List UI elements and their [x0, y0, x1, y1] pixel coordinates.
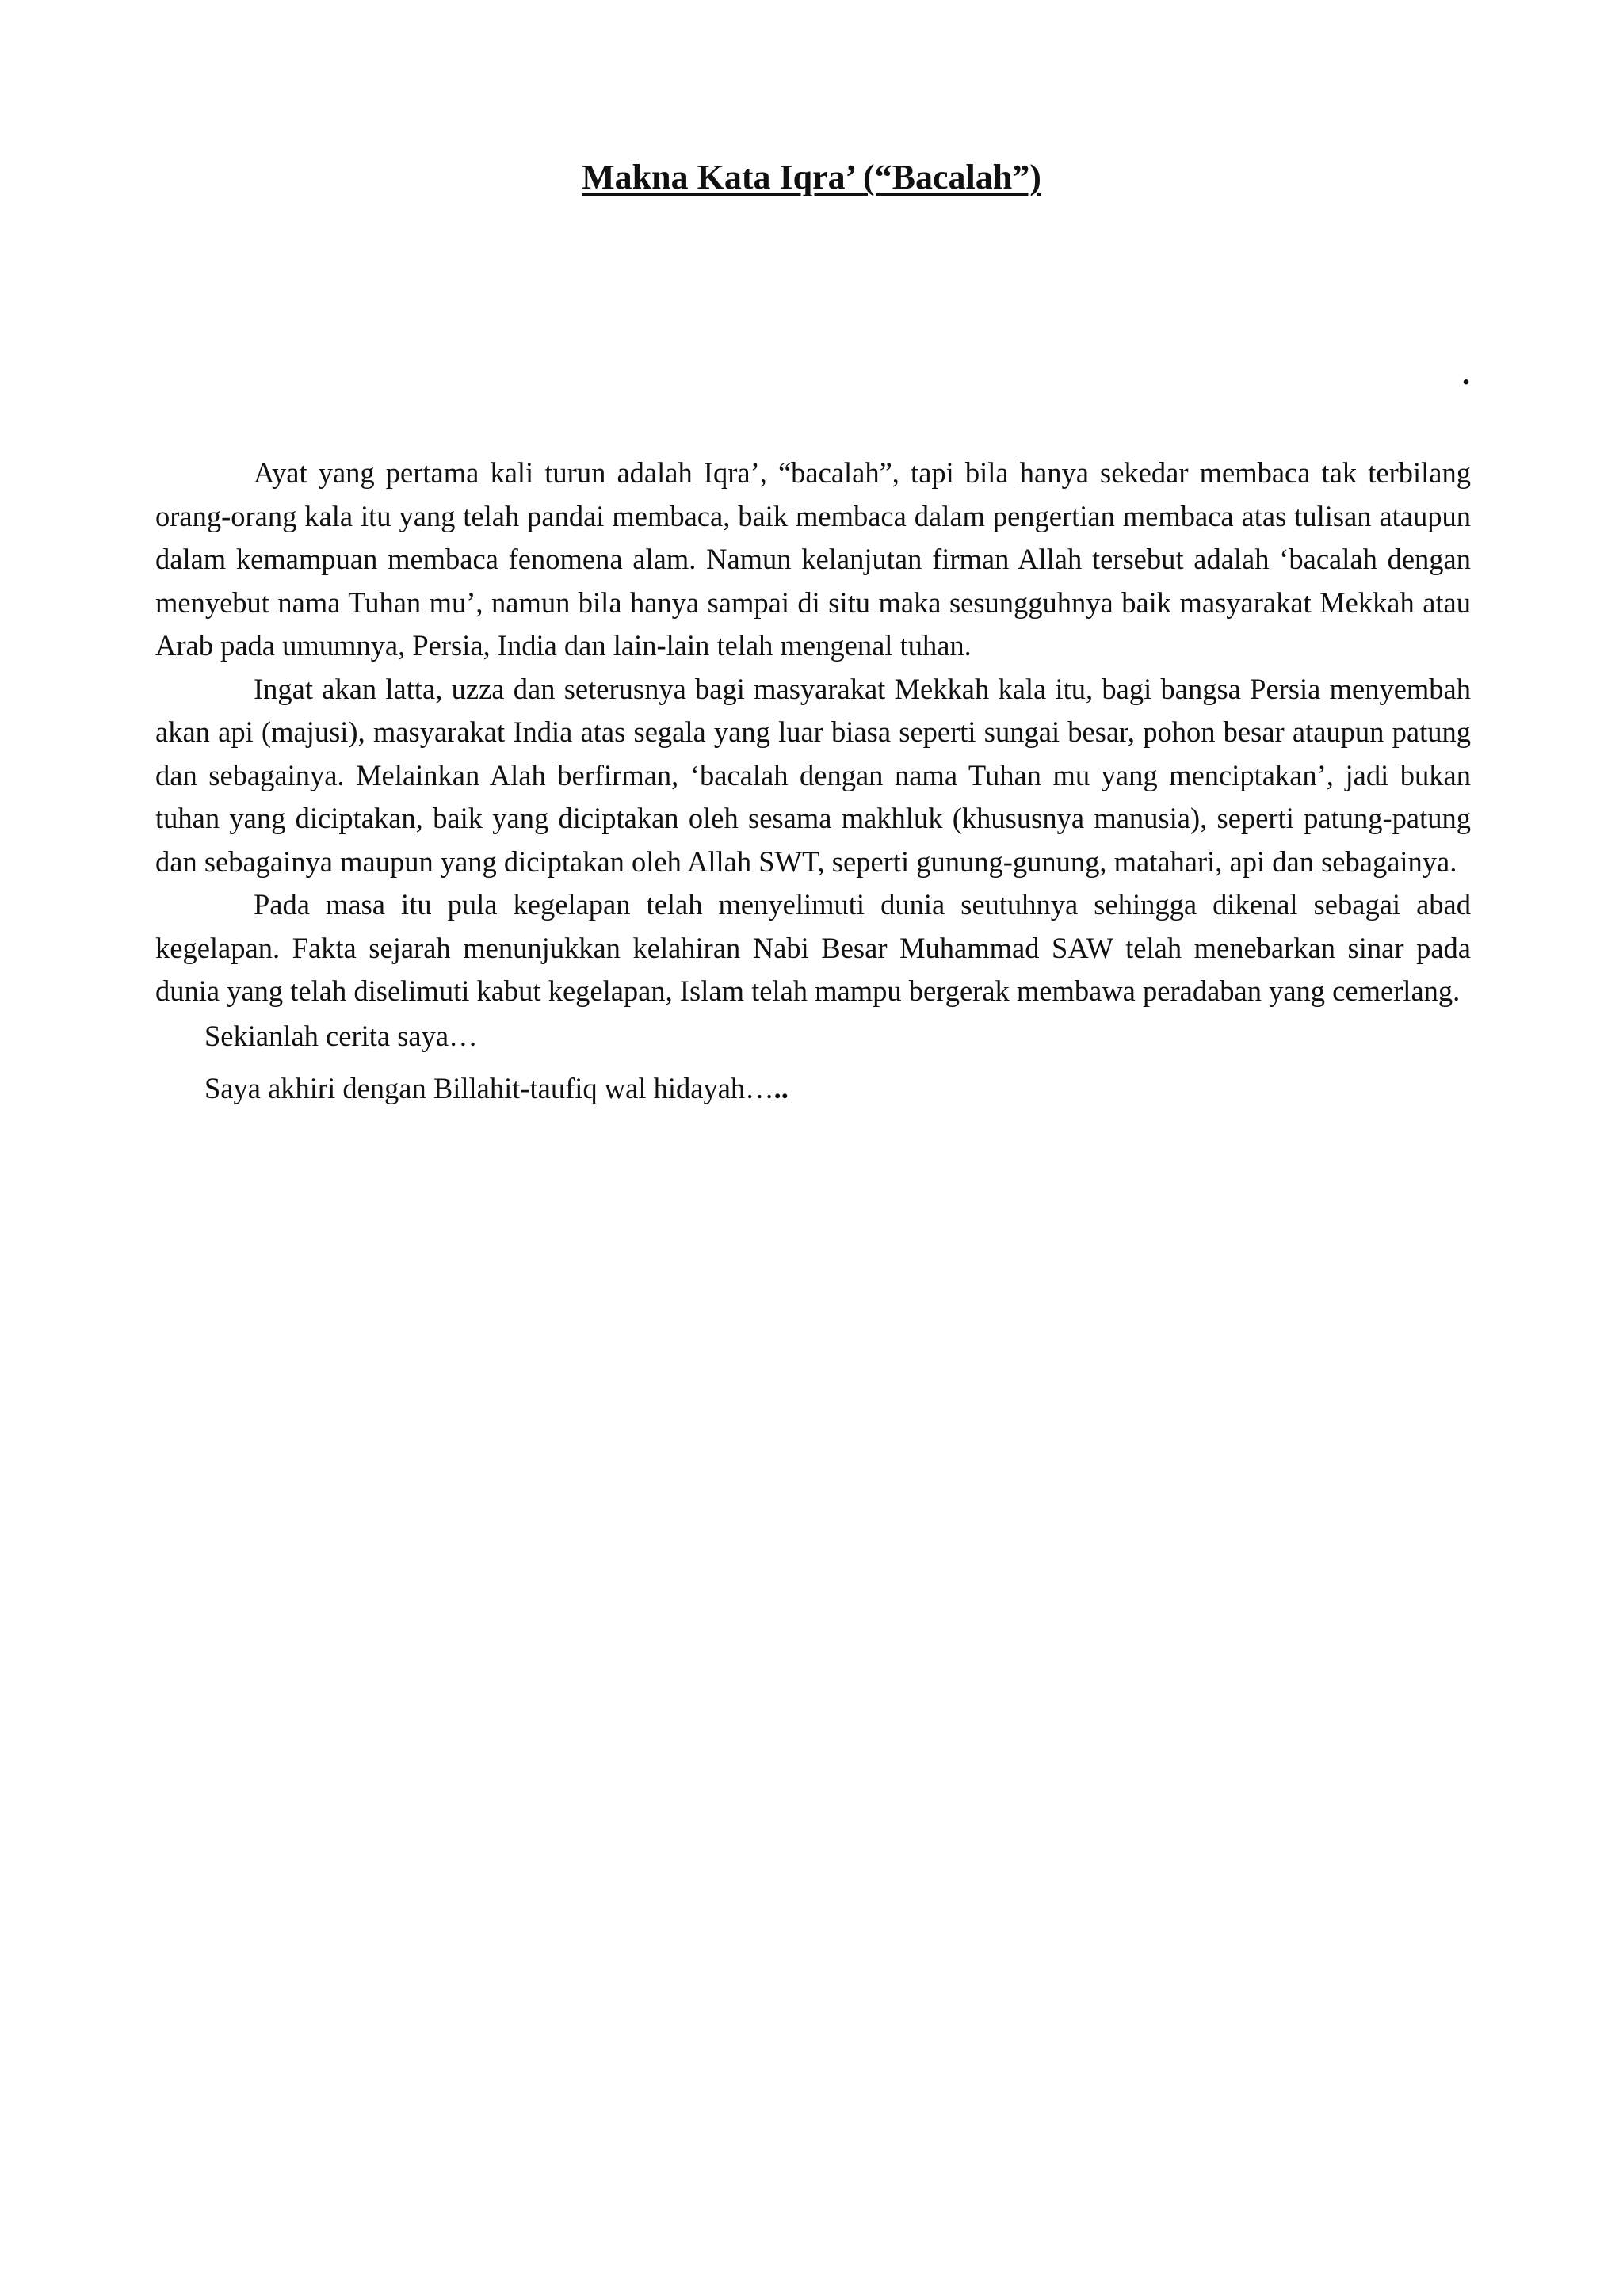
stray-period-mark: .: [1462, 356, 1470, 391]
paragraph-2: Ingat akan latta, uzza dan seterusnya bagi masyarakat Mekkah kala itu, bagi bangsa Persia menyembah akan api (majusi), masyarakat India atas segala yang luar biasa seperti sungai besar, pohon besar ataupun patung dan sebagainya. Melainkan Alah berfirman, ‘bacalah dengan nama Tuhan mu yang menciptakan’, jadi bukan tuhan yang diciptakan, baik yang diciptakan oleh sesama makhluk (khususnya manusia), seperti patung-patung dan sebagainya maupun yang diciptakan oleh Allah SWT, seperti gunung-gunung, matahari, api dan sebagainya.: [155, 672, 1471, 878]
closing-line-2-tail: ..: [773, 1072, 789, 1104]
closing-line-2: [155, 1067, 1471, 1111]
document-title: Makna Kata Iqra’ (“Bacalah”): [582, 158, 1041, 196]
document-body: [155, 452, 1471, 1111]
closing-line-1: Sekianlah cerita saya…: [204, 1019, 478, 1052]
paragraph-1: Ayat yang pertama kali turun adalah Iqra’, “bacalah”, tapi bila hanya sekedar membaca tak terbilang orang-orang kala itu yang telah pandai membaca, baik membaca dalam pengertian membaca atas tulisan ataupun dalam kemampuan membaca fenomena alam. Namun kelanjutan firman Allah tersebut adalah ‘bacalah dengan menyebut nama Tuhan mu’, namun bila hanya sampai di situ maka sesungguhnya baik masyarakat Mekkah atau Arab pada umumnya, Persia, India dan lain-lain telah mengenal tuhan.: [155, 456, 1471, 662]
closing-line-2-text: Saya akhiri dengan Billahit-taufiq wal hidayah…: [204, 1072, 774, 1104]
paragraph-3: Pada masa itu pula kegelapan telah menyelimuti dunia seutuhnya sehingga dikenal sebagai abad kegelapan. Fakta sejarah menunjukkan kelahiran Nabi Besar Muhammad SAW telah menebarkan sinar pada dunia yang telah diselimuti kabut kegelapan, Islam telah mampu bergerak membawa peradaban yang cemerlang.: [155, 888, 1471, 1007]
